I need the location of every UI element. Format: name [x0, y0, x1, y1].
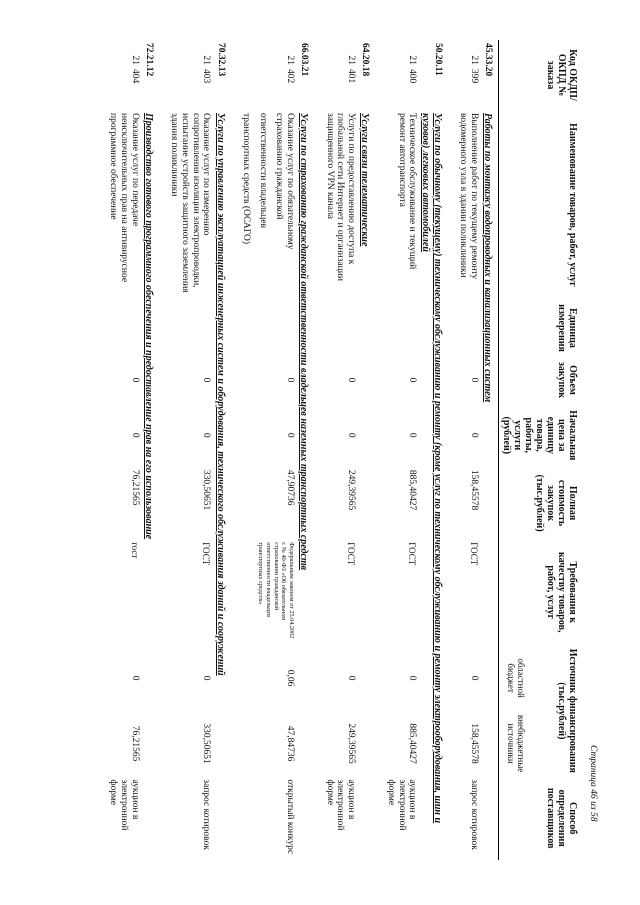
item-method: аукцион в электронной форме: [324, 779, 357, 831]
item-initial-price: 0: [201, 432, 212, 438]
item-financing-regional: 0: [407, 675, 418, 681]
item-financing-extra: 330,50651: [201, 723, 212, 764]
item-financing-extra: 47,84736: [285, 725, 296, 762]
group-code: 66.03.21: [299, 43, 310, 77]
group-title: Услуги по управлению эксплуатацией инженерных систем и оборудования, технического обслуживания зданий и сооружений: [214, 113, 226, 676]
table-row: [231, 40, 298, 860]
order-prefix: 21: [346, 55, 357, 65]
table-row: [98, 40, 142, 860]
group-title: Услуги по страхованию гражданской ответственности владельцев наземных транспортных средств: [298, 113, 310, 571]
item-financing-extra: 76,21565: [129, 725, 140, 762]
page-number: Страница 46 из 58: [588, 745, 598, 822]
item-name: [159, 110, 214, 300]
group-row: [297, 40, 314, 860]
procurement-table: [98, 40, 580, 860]
group-title: Услуги по обычному (текущему) техническому обслуживанию и ремонту (кроме услуг по техническому обслуживанию и ремонту электрооборудования, шин и кузовов) легковых автомобилей: [420, 113, 443, 824]
item-volume: 0: [285, 377, 296, 383]
item-financing-extra: 249,39565: [346, 723, 357, 764]
item-requirements: ГОСТ: [468, 542, 479, 566]
table-body: [98, 40, 499, 860]
item-initial-price: 0: [285, 432, 296, 438]
item-name-line: Техническое обслуживание и текущий ремонт автотранспорта: [396, 113, 418, 270]
order-id: 401: [346, 69, 357, 84]
item-method: открытый конкурс: [285, 779, 296, 855]
item-volume: 0: [201, 377, 212, 383]
item-name-line: Услуги по предоставлению доступа к глобальной сети Интернет и организации защищенного VPN канала: [324, 113, 357, 281]
item-method: аукцион в электронной форме: [385, 779, 418, 831]
item-unit: [231, 300, 298, 356]
item-volume: 0: [346, 377, 357, 383]
header-unit: Единица измерения: [556, 304, 578, 352]
item-method: запрос котировок: [201, 779, 212, 850]
order-number: [375, 40, 419, 110]
item-name-line: Выполнение работ по текущему ремонту водомерного узла в здании поликлиники: [458, 113, 479, 280]
item-name-line: Оказание услуг по передаче неисключительных прав на антивирусное программное обеспечение: [108, 113, 140, 283]
item-name: [98, 110, 142, 300]
item-financing-regional: 0,06: [285, 669, 296, 687]
item-method: аукцион в электронной форме: [108, 779, 140, 831]
item-requirements: ГОСТ: [407, 542, 418, 566]
item-initial-price: 0: [346, 432, 357, 438]
item-requirements: гост: [129, 542, 140, 559]
order-number: [98, 40, 142, 110]
order-id: 402: [285, 69, 296, 84]
item-volume: 0: [129, 377, 140, 383]
group-row: [481, 40, 499, 860]
header-full-cost: Полная стоимость закупок (тыс.рублей): [534, 474, 578, 532]
item-financing-regional: 0: [129, 675, 140, 681]
item-name: [375, 110, 419, 300]
header-financing-extra: внебюджетные источники: [505, 714, 526, 773]
order-number: [314, 40, 358, 110]
item-name-line: Оказание услуг по измерению сопротивления изоляции электропроводки, испытание устройств защитного заземления здания поликлиники: [169, 113, 212, 293]
item-full-cost: 76,21565: [129, 469, 140, 506]
order-id: 399: [468, 69, 479, 84]
order-number: [231, 40, 298, 110]
header-financing: Источник финансирования (тыс.рублей): [556, 648, 578, 773]
item-name-line: транспортных средств (ОСАГО): [241, 113, 252, 245]
item-volume: 0: [407, 377, 418, 383]
table-row: [314, 40, 358, 860]
group-code: 50.20.11: [432, 43, 443, 76]
header-initial-price: Начальная цена за единицу товара, работы, услуги (рублей): [501, 410, 578, 461]
item-unit: [159, 300, 214, 356]
item-method: запрос котировок: [468, 779, 479, 850]
item-full-cost: 158,45578: [468, 469, 479, 511]
item-requirements: ГОСТ: [346, 542, 357, 566]
order-prefix: 21: [129, 55, 140, 65]
item-name: [231, 110, 298, 300]
item-full-cost: 885,40427: [407, 469, 418, 511]
header-financing-regional: областной бюджет: [505, 658, 526, 698]
item-unit: [448, 300, 481, 356]
item-name-line: ответственности владельцев: [257, 113, 268, 228]
order-prefix: 21: [468, 55, 479, 65]
item-financing-regional: 0: [201, 675, 212, 681]
item-name-line: Оказание услуг по обязательному страхованию гражданской: [274, 113, 296, 250]
item-volume: 0: [468, 377, 479, 383]
order-number: [159, 40, 214, 110]
group-code: 70.32.13: [215, 43, 226, 77]
item-full-cost: 47,90736: [285, 469, 296, 506]
table-row: [448, 40, 481, 860]
item-initial-price: 0: [468, 432, 479, 438]
item-financing-regional: 0: [468, 675, 479, 681]
item-name: [448, 110, 481, 300]
item-requirements: Федеральным законом от 25.04.2002 г. № 40-ФЗ «Об обязательном страховании гражданской ответственности владельцев транспортных средств»: [257, 542, 296, 639]
item-unit: [98, 300, 142, 356]
order-prefix: 21: [407, 55, 418, 65]
group-title: Услуги связи телематические: [359, 113, 371, 247]
item-initial-price: 0: [407, 432, 418, 438]
group-title: Работы по монтажу водопроводных и канализационных систем: [482, 113, 493, 403]
group-row: [419, 40, 447, 860]
item-full-cost: 330,50651: [201, 469, 212, 511]
item-initial-price: 0: [129, 432, 140, 438]
table-row: [375, 40, 419, 860]
header-volume: Объем закупок: [556, 361, 578, 399]
item-financing-extra: 158,45578: [468, 723, 479, 764]
group-title: Производство готового программного обеспечения и предоставление прав на его использование: [142, 113, 154, 540]
header-name: Наименование товаров, работ, услуг: [567, 123, 578, 287]
header-requirements: Требования к качеству товаров, работ, услуг: [545, 552, 578, 633]
group-code: 64.20.18: [360, 43, 371, 77]
header-code: Код ОКДП/ ОКПД № заказа: [545, 49, 578, 101]
group-row: [358, 40, 375, 860]
item-unit: [314, 300, 358, 356]
order-number: [448, 40, 481, 110]
item-financing-extra: 885,40427: [407, 723, 418, 764]
group-code: 72.21.12: [143, 43, 154, 77]
order-prefix: 21: [285, 55, 296, 65]
order-id: 403: [201, 69, 212, 84]
item-financing-regional: 0: [346, 675, 357, 681]
order-id: 400: [407, 69, 418, 84]
item-requirements: ГОСТ: [201, 542, 212, 566]
order-id: 404: [129, 69, 140, 84]
header-method: Способ определения поставщиков: [545, 787, 578, 849]
group-code: 45.33.20: [483, 43, 493, 77]
item-unit: [375, 300, 419, 356]
order-prefix: 21: [201, 55, 212, 65]
table-row: [159, 40, 214, 860]
item-full-cost: 249,39565: [346, 469, 357, 511]
item-name: [314, 110, 358, 300]
group-row: [213, 40, 230, 860]
group-row: [142, 40, 159, 860]
